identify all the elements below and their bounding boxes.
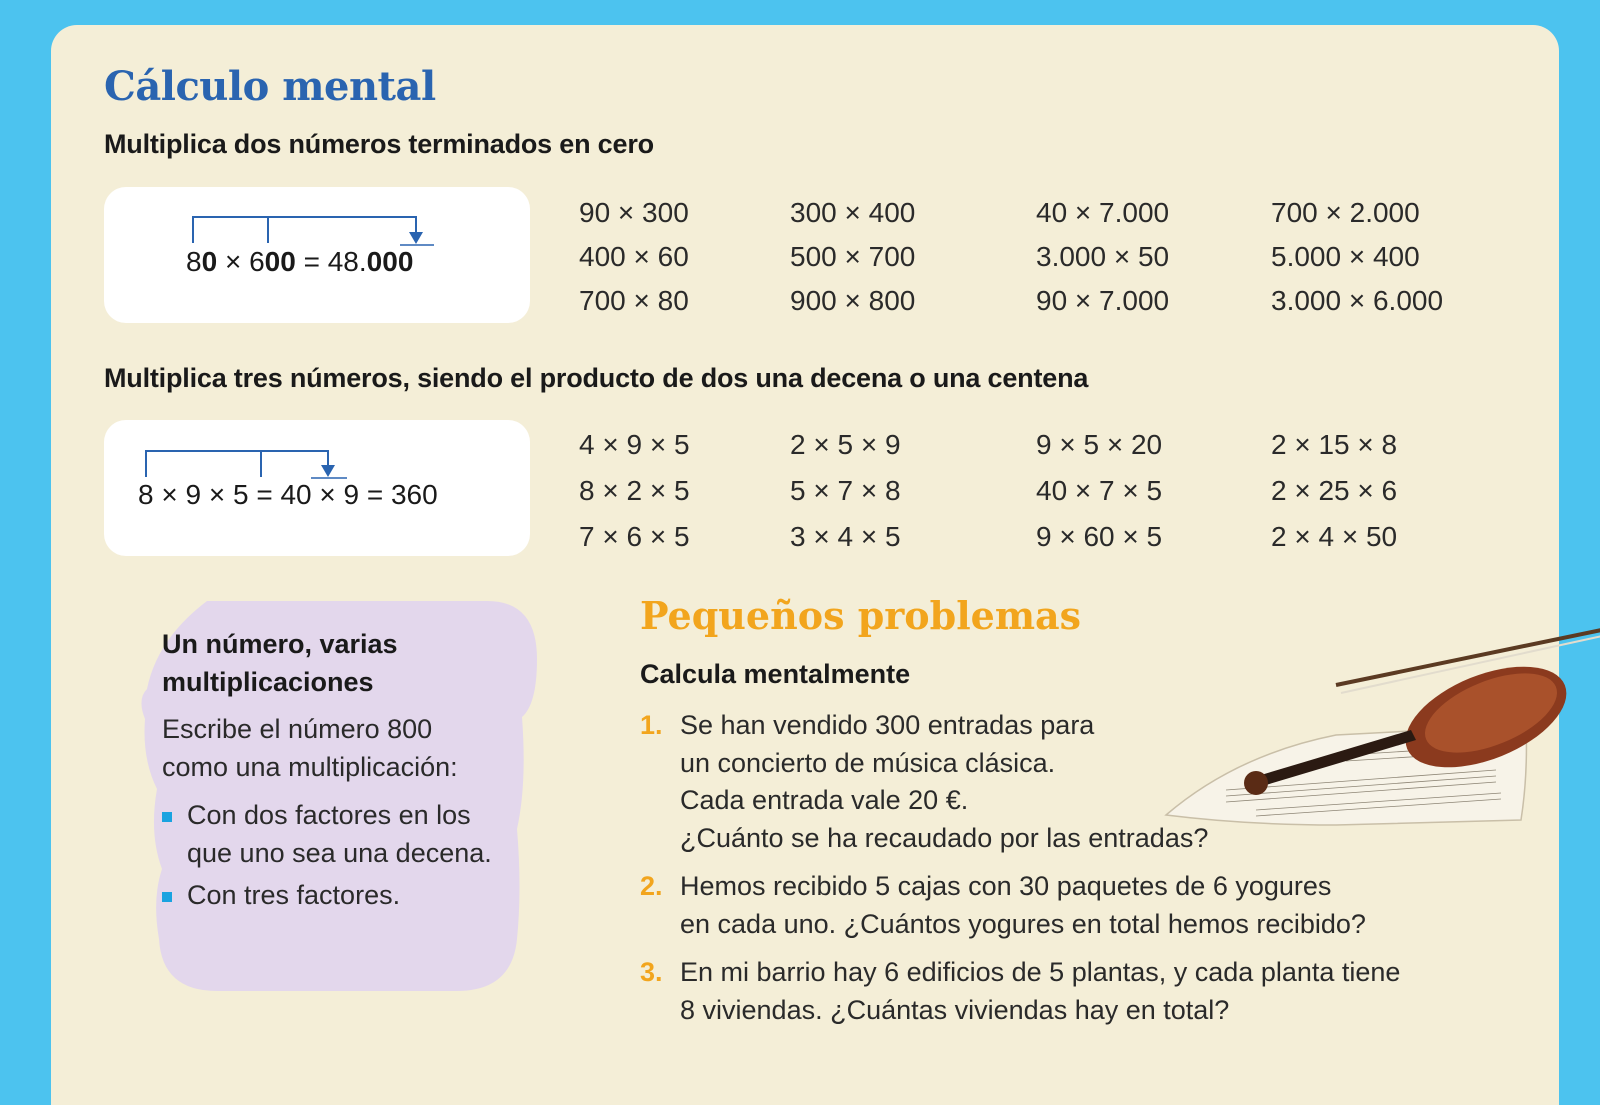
exercise-cell: 2 × 25 × 6 [1271,475,1398,506]
exercise-cell: 900 × 800 [790,285,916,316]
exercise-cell: 700 × 2.000 [1271,197,1420,228]
example-equation-a: 80 × 600 = 48.000 [186,246,414,277]
example-box-a [104,187,530,323]
exercise-cell: 3 × 4 × 5 [790,521,901,552]
bubble-title: Un número, varias multiplicaciones [162,629,398,697]
problem-item [640,707,1520,857]
exercise-cell: 5 × 7 × 8 [790,475,901,506]
exercise-cell: 8 × 2 × 5 [579,475,690,506]
exercise-cell: 2 × 5 × 9 [790,429,901,460]
section-a-subtitle: Multiplica dos números terminados en cero [104,129,654,159]
exercise-cell: 40 × 7 × 5 [1036,475,1163,506]
bullet-square-icon [162,892,172,902]
exercise-cell: 5.000 × 400 [1271,241,1420,272]
problem-number: 2. [640,871,663,901]
problem-list [640,707,1520,1040]
exercise-cell: 90 × 7.000 [1036,285,1170,316]
problem-number: 1. [640,710,663,740]
section-subtitle-problems: Calcula mentalmente [640,659,911,689]
problem-text: Hemos recibido 5 cajas con 30 paquetes de 6 yogures en cada uno. ¿Cuántos yogures en total hemos recibido? [680,871,1366,939]
exercise-cell: 4 × 9 × 5 [579,429,690,460]
exercise-cell: 500 × 700 [790,241,916,272]
exercise-cell: 40 × 7.000 [1036,197,1170,228]
exercise-cell: 7 × 6 × 5 [579,521,690,552]
example-equation-b: 8 × 9 × 5 = 40 × 9 = 360 [138,479,438,510]
exercise-cell: 3.000 × 6.000 [1271,285,1444,316]
exercise-cell: 2 × 4 × 50 [1271,521,1398,552]
problem-item [640,954,1520,1029]
problem-text: Se han vendido 300 entradas para un concierto de música clásica. Cada entrada vale 20 €. ¿Cuánto se ha recaudado por las entradas? [680,710,1209,853]
bubble-bullets [162,797,502,920]
exercise-cell: 3.000 × 50 [1036,241,1170,272]
list-item: Con tres factores. [162,877,502,915]
problem-text: En mi barrio hay 6 edificios de 5 plantas, y cada planta tiene 8 viviendas. ¿Cuántas viviendas hay en total? [680,957,1401,1025]
exercise-cell: 2 × 15 × 8 [1271,429,1398,460]
section-title-problems: Pequeños problemas [640,593,1082,638]
exercise-cell: 300 × 400 [790,197,916,228]
exercise-cell: 9 × 5 × 20 [1036,429,1163,460]
exercise-cell: 700 × 80 [579,285,689,316]
list-item: Con dos factores en los que uno sea una decena. [162,797,502,872]
textbook-page [51,25,1559,1105]
exercise-cell: 90 × 300 [579,197,689,228]
page-title: Cálculo mental [104,63,436,110]
exercise-cell: 9 × 60 × 5 [1036,521,1163,552]
problem-number: 3. [640,957,663,987]
exercise-cell: 400 × 60 [579,241,689,272]
bullet-square-icon [162,812,172,822]
bubble-text: Escribe el número 800 como una multiplicación: [162,714,458,782]
example-box-b [104,420,530,556]
problem-item [640,868,1520,943]
section-b-subtitle: Multiplica tres números, siendo el producto de dos una decena o una centena [104,363,1089,393]
